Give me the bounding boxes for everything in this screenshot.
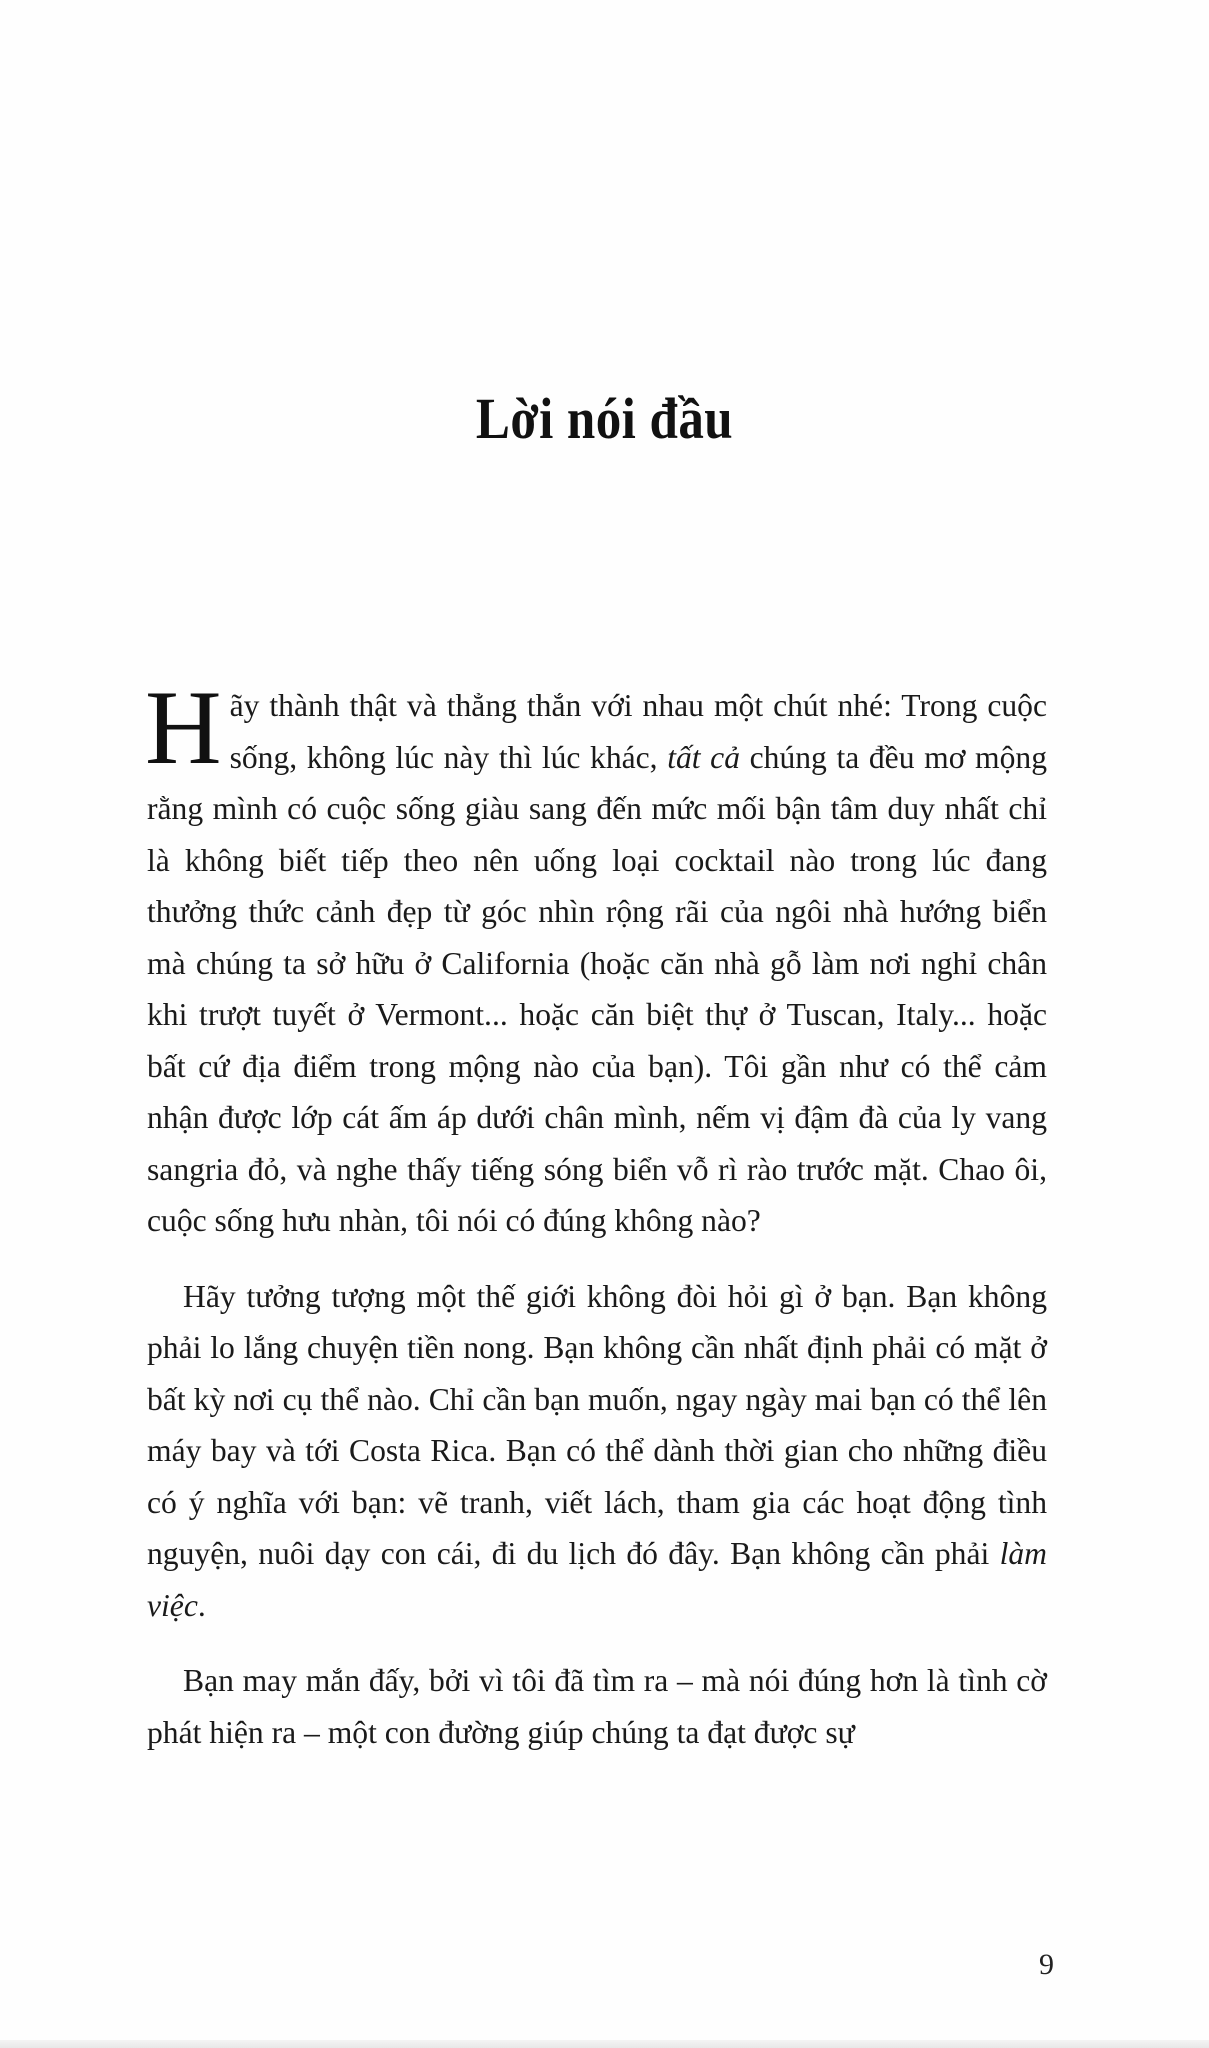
- drop-cap: H: [145, 669, 222, 786]
- text-segment: .: [197, 1587, 206, 1623]
- italic-text-segment: tất cả: [667, 739, 740, 775]
- italic-text-segment: làm việc: [147, 1536, 1047, 1623]
- page-number: 9: [1039, 1948, 1054, 1981]
- text-segment: Hãy tưởng tượng một thế giới không đòi hỏi gì ở bạn. Bạn không phải lo lắng chuyện tiền nong. Bạn không cần nhất định phải có mặt ở bất kỳ nơi cụ thể nào. Chỉ cần bạn muốn, ngay ngày mai bạn có thể lên máy bay và tới Costa Rica. Bạn có thể dành thời gian cho những điều có ý nghĩa với bạn: vẽ tranh, viết lách, tham gia các hoạt động tình nguyện, nuôi dạy con cái, đi du lịch đó đây. Bạn không cần phải: [147, 1278, 1047, 1571]
- paragraph-2: [147, 1271, 1047, 1632]
- text-segment: ãy thành thật và thẳng thắn với nhau một chút nhé: Trong cuộc sống, không lúc này thì lúc khác,: [229, 688, 1047, 775]
- chapter-title: Lời nói đầu: [475, 386, 734, 451]
- body-text: [145, 669, 1047, 1758]
- text-segment: chúng ta đều mơ mộng rằng mình có cuộc sống giàu sang đến mức mối bận tâm duy nhất chỉ là không biết tiếp theo nên uống loại cocktail nào trong lúc đang thưởng thức cảnh đẹp từ góc nhìn rộng rãi của ngôi nhà hướng biển mà chúng ta sở hữu ở California (hoặc căn nhà gỗ làm nơi nghỉ chân khi trượt tuyết ở Vermont... hoặc căn biệt thự ở Tuscan, Italy... hoặc bất cứ địa điểm trong mộng nào của bạn). Tôi gần như có thể cảm nhận được lớp cát ấm áp dưới chân mình, nếm vị đậm đà của ly vang sangria đỏ, và nghe thấy tiếng sóng biển vỗ rì rào trước mặt. Chao ôi, cuộc sống hưu nhàn, tôi nói có đúng không nào?: [147, 739, 1047, 1238]
- paragraph-1: [145, 669, 1047, 1247]
- text-segment: Bạn may mắn đấy, bởi vì tôi đã tìm ra – mà nói đúng hơn là tình cờ phát hiện ra – một con đường giúp chúng ta đạt được sự: [147, 1663, 1047, 1750]
- paragraph-3: [147, 1655, 1047, 1758]
- page-bottom-edge: [0, 2040, 1209, 2048]
